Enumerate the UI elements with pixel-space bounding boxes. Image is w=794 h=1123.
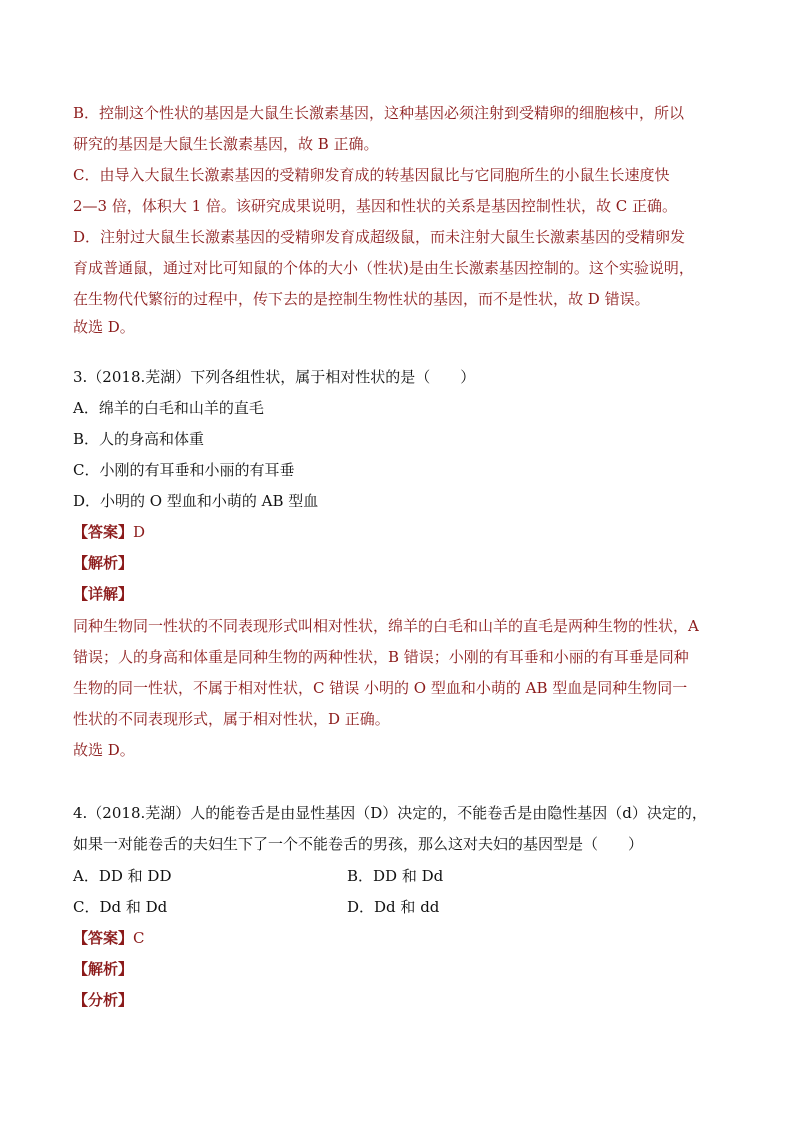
q3-answer: [73, 522, 145, 542]
q4-option-b: B．DD 和 Dd: [347, 867, 444, 885]
answer-value: C: [133, 929, 145, 947]
q4-analysis-tag: 【解析】: [73, 960, 134, 978]
conclusion-line: 故选 D。: [73, 318, 135, 336]
explanation-line-d-1: D．注射过大鼠生长激素基因的受精卵发育成超级鼠，而未注射大鼠生长激素基因的受精卵发: [73, 228, 686, 246]
q3-explanation-2: 错误；人的身高和体重是同种生物的两种性状，B 错误；小刚的有耳垂和小丽的有耳垂是同种: [73, 648, 689, 666]
explanation-line-b-1: B．控制这个性状的基因是大鼠生长激素基因，这种基因必须注射到受精卵的细胞核中，所以: [73, 104, 685, 122]
answer-value: D: [133, 523, 146, 541]
q3-option-c: C．小刚的有耳垂和小丽的有耳垂: [73, 461, 295, 479]
explanation-line-c-1: C．由导入大鼠生长激素基因的受精卵发育成的转基因鼠比与它同胞所生的小鼠生长速度快: [73, 166, 670, 184]
explanation-line-d-2: 育成普通鼠，通过对比可知鼠的个体的大小（性状)是由生长激素基因控制的。这个实验说明，: [73, 259, 694, 277]
q3-option-b: B．人的身高和体重: [73, 430, 205, 448]
q3-conclusion: 故选 D。: [73, 741, 135, 759]
q4-options-row-2: [73, 897, 723, 917]
q4-stem-2: 如果一对能卷舌的夫妇生下了一个不能卷舌的男孩，那么这对夫妇的基因型是（ ）: [73, 835, 644, 853]
q4-option-a: A．DD 和 DD: [73, 867, 172, 885]
q4-answer: [73, 928, 145, 948]
q3-explanation-1: 同种生物同一性状的不同表现形式叫相对性状，绵羊的白毛和山羊的直毛是两种生物的性状，A: [73, 617, 699, 635]
q4-option-c: C．Dd 和 Dd: [73, 898, 168, 916]
q4-fenxi-tag: 【分析】: [73, 991, 134, 1009]
explanation-line-b-2: 研究的基因是大鼠生长激素基因，故 B 正确。: [73, 135, 379, 153]
q3-option-a: A．绵羊的白毛和山羊的直毛: [73, 399, 264, 417]
q4-option-d: D．Dd 和 dd: [347, 898, 440, 916]
q3-explanation-3: 生物的同一性状，不属于相对性状，C 错误 小明的 O 型血和小萌的 AB 型血是同种生物同一: [73, 679, 688, 697]
q3-option-d: D．小明的 O 型血和小萌的 AB 型血: [73, 492, 319, 510]
explanation-line-c-2: 2—3 倍，体积大 1 倍。该研究成果说明，基因和性状的关系是基因控制性状，故 C 正确。: [73, 197, 677, 215]
q3-explanation-4: 性状的不同表现形式，属于相对性状，D 正确。: [73, 710, 390, 728]
explanation-line-d-3: 在生物代代繁衍的过程中，传下去的是控制生物性状的基因，而不是性状，故 D 错误。: [73, 290, 650, 308]
answer-tag: 【答案】: [73, 523, 134, 541]
q3-analysis-tag: 【解析】: [73, 554, 134, 572]
answer-tag: 【答案】: [73, 929, 134, 947]
q3-detail-tag: 【详解】: [73, 585, 134, 603]
q4-stem-1: 4.（2018.芜湖）人的能卷舌是由显性基因（D）决定的，不能卷舌是由隐性基因（d）决定的，: [73, 804, 707, 822]
q3-stem: 3.（2018.芜湖）下列各组性状，属于相对性状的是（ ）: [73, 368, 476, 386]
q4-options-row-1: [73, 866, 723, 886]
